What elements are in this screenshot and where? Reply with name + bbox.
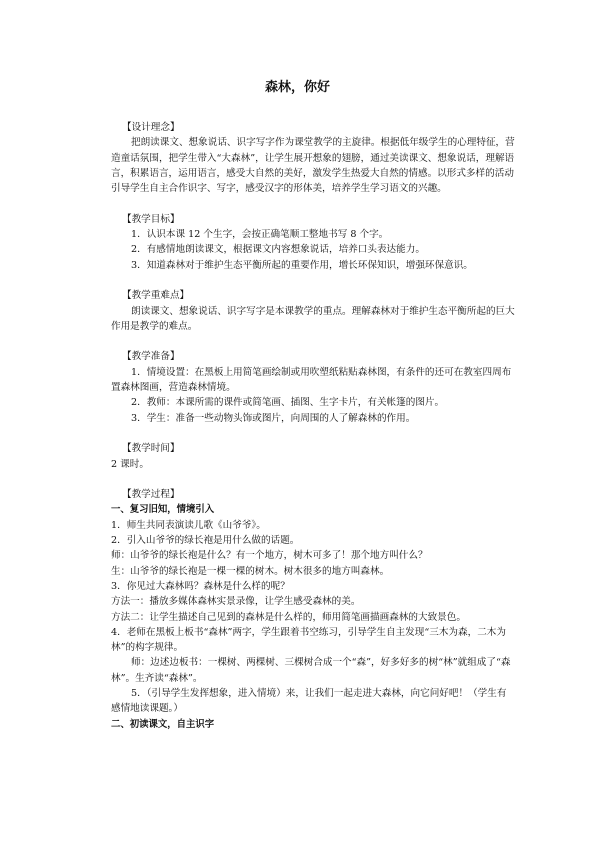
keypoints-paragraph: 朗读课文、想象说话、识字写字是本课教学的重点。理解森林对于维护生态平衡所起的巨大作用是教学的难点。: [111, 305, 515, 332]
goal-item: 3．知道森林对于维护生态平衡所起的重要作用，增长环保知识，增强环保意识。: [131, 259, 473, 271]
time-text: 2 课时。: [111, 458, 149, 470]
section-heading-goals: 【教学目标】: [122, 213, 180, 225]
process-line: 3．你见过大森林吗？森林是什么样的呢？: [111, 580, 290, 592]
section-heading-design: 【设计理念】: [122, 122, 180, 133]
section-heading-time: 【教学时间】: [122, 443, 180, 455]
process-part1-heading: 一、复习旧知，情境引入: [111, 504, 215, 516]
section-heading-process: 【教学过程】: [122, 489, 180, 501]
goal-item: 1．认识本课 12 个生字，会按正确笔顺工整地书写 8 个字。: [131, 229, 389, 241]
process-line: 2．引入山爷爷的绿长袍是用什么做的话题。: [111, 535, 300, 547]
process-line: 生：山爷爷的绿长袍是一棵一棵的树木。树木很多的地方叫森林。: [111, 565, 390, 577]
process-part2-heading: 二、初读课文，自主识字: [111, 718, 215, 730]
process-line: 5．（引导学生发挥想象，进入情境）来，让我们一起走进大森林，向它问好吧！（学生有感情地读课题。）: [111, 687, 507, 715]
page-title: 森林，你好: [264, 80, 330, 95]
section-heading-keypoints: 【教学重难点】: [122, 290, 190, 302]
prep-item: 2．教师：本课所需的课件或简笔画、插图、生字卡片，有关帐篷的图片。: [131, 397, 445, 409]
process-line: 1．师生共同表演读儿歌《山爷爷》。: [111, 519, 266, 531]
design-paragraph: 把朗读课文、想象说话、识字写字作为课堂教学的主旋律。根据低年级学生的心理特征，营造童话氛围，把学生带入“大森林”，让学生展开想象的翅膀，通过美读课文、想象说话，理解语言，积累语言，运用语言，感受大自然的美好，激发学生热爱大自然的情感。以形式多样的活动引导学生自主合作识字、写字，感受汉字的形体美，培养学生学习语文的兴趣。: [111, 137, 515, 195]
section-heading-prep: 【教学准备】: [122, 351, 180, 363]
process-line: 师：边述边板书：一棵树、两棵树、三棵树合成一个“森”，好多好多的树“林”就组成了“森林”。生齐读“森林”。: [111, 657, 511, 684]
goal-item: 2．有感情地朗读课文，根据课文内容想象说话，培养口头表达能力。: [131, 244, 425, 256]
process-line: 4．老师在黑板上板书“森林”两字，学生跟着书空练习，引导学生自主发现“三木为森，二木为林”的构字规律。: [111, 626, 506, 654]
process-line: 师：山爷爷的绿长袍是什么？有一个地方，树木可多了！那个地方叫什么？: [111, 550, 428, 562]
prep-item: 1．情境设置：在黑板上用简笔画绘制或用吹塑纸粘贴森林图，有条件的还可在教室四周布置森林图画，营造森林情境。: [111, 366, 512, 394]
prep-item: 3．学生：准备一些动物头饰或图片，向周围的人了解森林的作用。: [131, 412, 416, 424]
process-line: 方法一：播放多媒体森林实景录像，让学生感受森林的美。: [111, 596, 361, 608]
process-line: 方法二：让学生描述自己见到的森林是什么样的，师用简笔画描画森林的大致景色。: [111, 611, 466, 623]
document-body: [111, 120, 515, 732]
